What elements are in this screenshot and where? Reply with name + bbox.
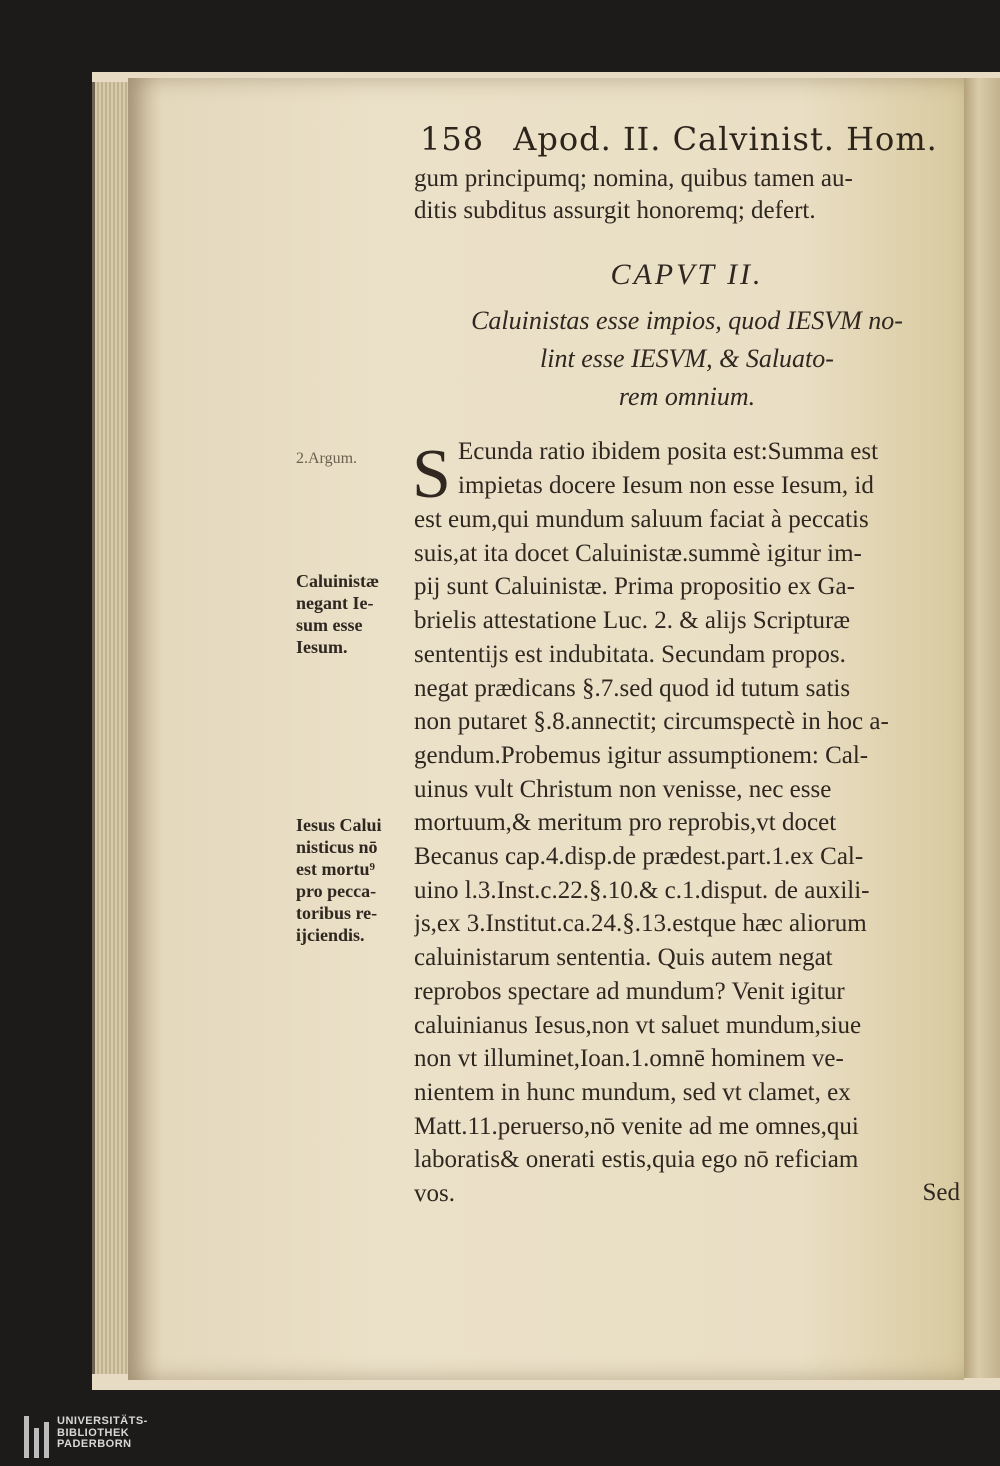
library-logo-mark: [24, 1416, 49, 1458]
margin-note-line: pro pecca-: [296, 881, 377, 901]
chapter-subtitle-line: rem omnium.: [618, 382, 756, 411]
text-line: suis,at ita docet Caluinistæ.summè igitur im-: [414, 539, 862, 567]
margin-note-line: Iesus Calui: [296, 815, 382, 835]
library-logo-text: [57, 1416, 148, 1451]
text-line: caluinistarum sententia. Quis autem negat: [414, 944, 833, 972]
page-edges: [92, 82, 131, 1374]
text-line: laboratis& onerati estis,quia ego nō reficiam: [414, 1146, 859, 1174]
text-line: brielis attestatione Luc. 2. & alijs Scripturæ: [414, 607, 851, 635]
text-line: js,ex 3.Institut.ca.24.§.13.estque hæc aliorum: [414, 910, 867, 938]
text-line: pij sunt Caluinistæ. Prima propositio ex Ga-: [414, 573, 855, 601]
running-title: Apod. II. Calvinist. Hom.: [513, 120, 938, 158]
text-line: non vt illuminet,Ioan.1.omnē hominem ve-: [414, 1045, 844, 1073]
page-number: 158: [420, 120, 485, 158]
catchword: Sed: [922, 1179, 960, 1206]
text-line: impietas docere Iesum non esse Iesum, id: [458, 472, 874, 499]
logo-line: PADERBORN: [57, 1438, 132, 1450]
text-line: ditis subditus assurgit honoremq; defert.: [414, 197, 816, 224]
logo-line: UNIVERSITÄTS-: [57, 1415, 148, 1427]
margin-note-line: ijciendis.: [296, 925, 365, 945]
text-line: Matt.11.peruerso,nō venite ad me omnes,qui: [414, 1112, 859, 1140]
margin-note-line: negant Ie-: [296, 593, 374, 613]
text-line: reprobos spectare ad mundum? Venit igitur: [414, 977, 845, 1005]
drop-capital: S: [412, 436, 451, 513]
argument-note: 2.Argum.: [296, 450, 358, 467]
chapter-heading: CAPVT II.: [610, 258, 764, 291]
margin-note-line: sum esse: [296, 615, 363, 635]
text-line: Becanus cap.4.disp.de prædest.part.1.ex Cal-: [414, 843, 864, 870]
margin-note-iesus: [296, 814, 404, 946]
text-line: negat prædicans §.7.sed quod id tutum satis: [414, 674, 851, 702]
running-header: [420, 120, 960, 160]
library-logo: [24, 1416, 148, 1458]
text-line: uino l.3.Inst.c.22.§.10.& c.1.disput. de auxili-: [414, 876, 870, 904]
text-line: vos.: [414, 1180, 455, 1207]
margin-note-line: toribus re-: [296, 903, 378, 923]
text-line: non putaret §.8.annectit; circumspectè in hoc a-: [414, 708, 889, 736]
text-line: mortuum,& meritum pro reprobis,vt docet: [414, 809, 837, 837]
margin-note-caluinistae: [296, 570, 404, 658]
text-line: caluinianus Iesus,non vt saluet mundum,siue: [414, 1011, 862, 1039]
text-line: nientem in hunc mundum, sed vt clamet, ex: [414, 1078, 851, 1106]
chapter-subtitle-line: lint esse IESVM, & Saluato-: [540, 344, 834, 373]
text-line: uinus vult Christum non venisse, nec esse: [414, 775, 832, 803]
text-line: est eum,qui mundum saluum faciat à peccatis: [414, 506, 869, 533]
text-line: sententijs est indubitata. Secundam propos.: [414, 640, 846, 668]
text-line: gum principumq; nomina, quibus tamen au-: [414, 165, 853, 192]
text-line: Ecunda ratio ibidem posita est:Summa est: [458, 438, 879, 465]
margin-note-line: Iesum.: [296, 637, 348, 657]
chapter-subtitle-line: Caluinistas esse impios, quod IESVM no-: [471, 306, 903, 335]
logo-line: BIBLIOTHEK: [57, 1426, 130, 1439]
margin-note-line: Caluinistæ: [296, 571, 380, 591]
text-line: gendum.Probemus igitur assumptionem: Cal-: [414, 741, 869, 769]
margin-note-line: nisticus nō: [296, 837, 378, 857]
margin-note-line: est mortu⁹: [296, 859, 375, 879]
facing-page-edge: [964, 78, 1000, 1378]
